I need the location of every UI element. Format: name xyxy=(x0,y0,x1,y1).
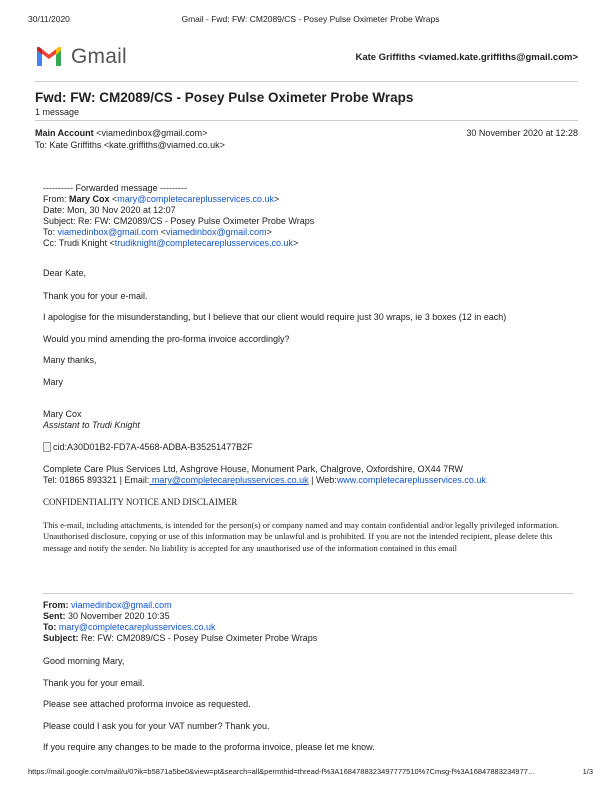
gmail-logo[interactable] xyxy=(35,44,127,70)
body-paragraph: I apologise for the misunderstanding, but I believe that our client would require just 30 wraps, ie 3 boxes (12 in each) xyxy=(43,312,507,322)
print-date: 30/11/2020 xyxy=(28,14,70,24)
forward-subject: Subject: Re: FW: CM2089/CS - Posey Pulse Oximeter Probe Wraps xyxy=(43,216,315,226)
body-paragraph: Would you mind amending the pro-forma invoice accordingly? xyxy=(43,334,290,344)
message-from xyxy=(35,128,207,138)
quoted-to: To: mary@completecareplusservices.co.uk xyxy=(43,622,216,632)
page-number: 1/3 xyxy=(582,767,593,776)
message-date: 30 November 2020 at 12:28 xyxy=(466,128,578,138)
sender-email: <viamedinbox@gmail.com> xyxy=(96,128,208,138)
print-footer xyxy=(28,767,593,778)
broken-image-icon xyxy=(43,442,51,452)
print-title: Gmail - Fwd: FW: CM2089/CS - Posey Pulse Oximeter Probe Wraps xyxy=(181,14,440,24)
quoted-from-email-link[interactable]: viamedinbox@gmail.com xyxy=(68,600,172,610)
quoted-paragraph: Please see attached proforma invoice as requested. xyxy=(43,699,251,709)
sender-name: Main Account xyxy=(35,128,94,138)
body-paragraph: Thank you for your e-mail. xyxy=(43,291,148,301)
quoted-paragraph: Please could I ask you for your VAT number? Thank you. xyxy=(43,721,270,731)
forward-cc: Cc: Trudi Knight <trudiknight@completecareplusservices.co.uk> xyxy=(43,238,299,248)
divider xyxy=(35,120,578,121)
signature-role: Assistant to Trudi Knight xyxy=(43,420,140,430)
quoted-paragraph: If you require any changes to be made to the proforma invoice, please let me know. xyxy=(43,742,375,752)
quoted-from: From: viamedinbox@gmail.com xyxy=(43,600,172,610)
divider xyxy=(35,81,578,82)
signature-name: Mary Cox xyxy=(43,409,82,419)
gmail-wordmark: Gmail xyxy=(71,45,127,68)
print-header xyxy=(28,14,593,26)
forward-from-email-link[interactable]: mary@completecareplusservices.co.uk xyxy=(117,194,274,204)
quoted-subject: Subject: Re: FW: CM2089/CS - Posey Pulse Oximeter Probe Wraps xyxy=(43,633,318,643)
quoted-paragraph: Thank you for your email. xyxy=(43,678,145,688)
quoted-paragraph: Good morning Mary, xyxy=(43,656,125,666)
signature-image: cid:A30D01B2-FD7A-4568-ADBA-B35251477B2F xyxy=(43,442,253,453)
divider xyxy=(43,593,573,594)
print-url: https://mail.google.com/mail/u/0?ik=b5871a5be0&view=pt&search=all&permthid=thread-f%3A1684788323497777510%7Cmsg-f%3A16847883234977… xyxy=(28,767,536,776)
forward-to: To: viamedinbox@gmail.com <viamedinbox@gmail.com> xyxy=(43,227,272,237)
forward-from-name: Mary Cox xyxy=(69,194,110,204)
company-web-link[interactable]: www.completecareplusservices.co.uk xyxy=(336,475,486,485)
company-address: Complete Care Plus Services Ltd, Ashgrove House, Monument Park, Chalgrove, Oxfordshire, OX44 7RW xyxy=(43,464,464,474)
message-count: 1 message xyxy=(35,107,80,117)
forwarded-header xyxy=(43,183,563,249)
company-contact: Tel: 01865 893321 | Email: mary@completecareplusservices.co.uk | Web:www.completecareplusservices.co.uk xyxy=(43,475,486,485)
forward-date: Date: Mon, 30 Nov 2020 at 12:07 xyxy=(43,205,176,215)
quoted-sent: Sent: 30 November 2020 10:35 xyxy=(43,611,170,621)
account-name: Kate Griffiths <viamed.kate.griffiths@gmail.com> xyxy=(355,52,578,63)
body-paragraph: Many thanks, xyxy=(43,355,97,365)
forward-to-email2-link[interactable]: viamedinbox@gmail.com xyxy=(165,227,267,237)
thread-subject: Fwd: FW: CM2089/CS - Posey Pulse Oximeter Probe Wraps xyxy=(35,90,414,105)
forward-to-email-link[interactable]: viamedinbox@gmail.com xyxy=(57,227,159,237)
forward-cc-email-link[interactable]: trudiknight@completecareplusservices.co.uk xyxy=(114,238,294,248)
gmail-m-icon xyxy=(35,46,63,68)
quoted-to-email-link[interactable]: mary@completecareplusservices.co.uk xyxy=(56,622,216,632)
forward-from: From: Mary Cox <mary@completecareplusservices.co.uk> xyxy=(43,194,280,204)
confidentiality-heading: CONFIDENTIALITY NOTICE AND DISCLAIMER xyxy=(43,497,238,507)
greeting: Dear Kate, xyxy=(43,268,87,278)
company-email-link[interactable]: mary@completecareplusservices.co.uk xyxy=(149,475,309,485)
message-to: To: Kate Griffiths <kate.griffiths@viamed.co.uk> xyxy=(35,140,225,150)
forward-marker: ---------- Forwarded message --------- xyxy=(43,183,187,193)
body-paragraph: Mary xyxy=(43,377,63,387)
confidentiality-text: This e-mail, including attachments, is intended for the person(s) or company named and may contain confidential and/or legally privileged information. Unauthorised disclosure, copying or use of this information may be unlawful and is prohibited. If you are not the intended recipient, please delete this message and notify the sender. No liability is accepted for any unauthorised use of the information contained in this email xyxy=(43,520,559,553)
